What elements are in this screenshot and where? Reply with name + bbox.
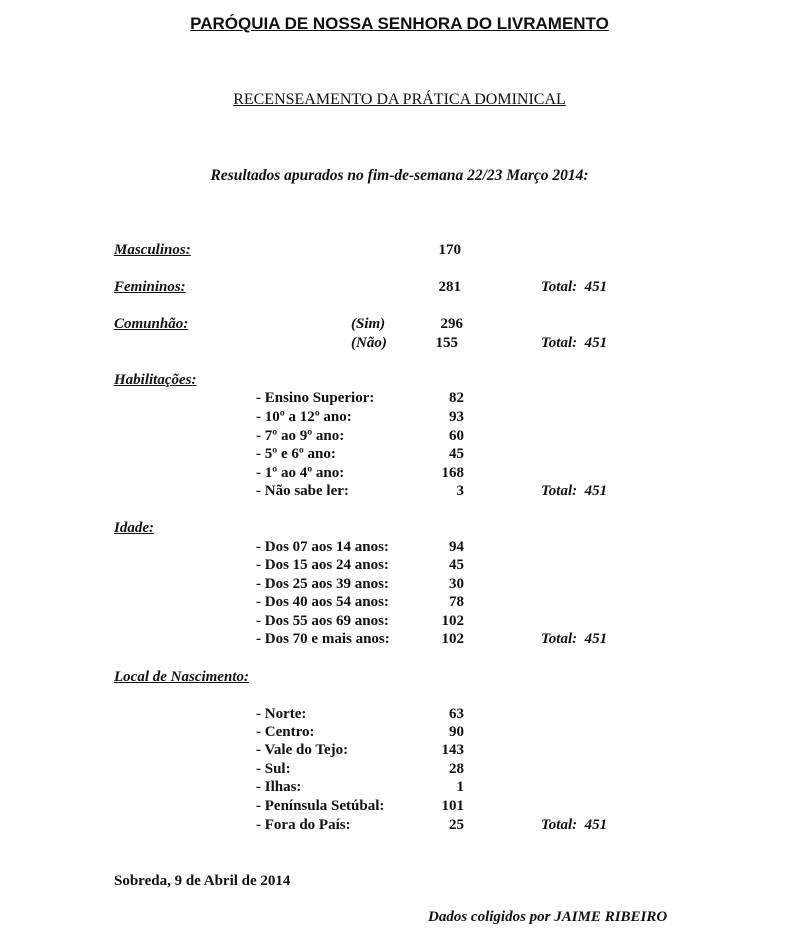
list-item-value: 45 [449,557,464,573]
list-item-label: - Norte: [256,706,307,722]
parish-title-text: PARÓQUIA DE NOSSA SENHORA DO LIVRAMENTO [190,14,609,33]
total-label: Total: [541,279,578,295]
list-item-label: - Dos 55 aos 69 anos: [256,613,389,629]
list-item-value: 143 [441,742,464,758]
total-habilitacoes [541,483,607,500]
list-item-label: - Dos 25 aos 39 anos: [256,576,389,592]
list-item-label: - 5º e 6º ano: [256,446,336,462]
document-title [0,91,799,109]
list-item-value: 3 [456,483,464,499]
label-comunhao-nao: (Não) [351,335,387,351]
label-comunhao-sim: (Sim) [351,316,386,332]
parish-title [0,14,799,34]
results-subtitle: Resultados apurados no fim-de-semana 22/23 Março 2014: [210,167,589,184]
list-item-label: - Dos 40 aos 54 anos: [256,594,389,610]
total-label: Total: [541,335,578,351]
list-item-value: 90 [449,724,464,740]
label-femininos: Femininos: [114,279,186,295]
value-comunhao-nao: 155 [435,335,458,351]
list-item-label: - Fora do País: [256,817,351,833]
list-item-value: 60 [449,428,464,444]
total-sexo [541,279,607,296]
list-item-value: 25 [449,817,464,833]
list-item-label: - 7º ao 9º ano: [256,428,345,444]
list-item-label: - 1º ao 4º ano: [256,465,345,481]
total-label: Total: [541,817,578,833]
total-value: 451 [584,279,608,295]
list-item-value: 63 [449,706,464,722]
value-femininos: 281 [438,279,461,295]
document-title-text: RECENSEAMENTO DA PRÁTICA DOMINICAL [233,91,566,108]
place-date: Sobreda, 9 de Abril de 2014 [114,873,291,889]
list-item-label: - Península Setúbal: [256,798,385,814]
label-comunhao: Comunhão: [114,316,189,332]
list-item-value: 82 [449,390,464,406]
label-idade: Idade: [114,520,154,536]
list-item-value: 168 [441,465,464,481]
list-item-value: 102 [441,613,464,629]
value-masculinos: 170 [438,242,461,258]
list-item-label: - Centro: [256,724,315,740]
list-item-value: 30 [449,576,464,592]
list-item-label: - Dos 70 e mais anos: [256,631,390,647]
value-comunhao-sim: 296 [440,316,463,332]
list-item-label: - Ensino Superior: [256,390,375,406]
list-item-label: - Vale do Tejo: [256,742,349,758]
total-value: 451 [584,335,608,351]
list-item-label: - Dos 07 aos 14 anos: [256,539,389,555]
label-nascimento: Local de Nascimento: [114,669,249,685]
list-item-value: 101 [441,798,464,814]
list-item-value: 1 [456,779,464,795]
total-value: 451 [584,817,608,833]
list-item-label: - Sul: [256,761,291,777]
list-item-label: - Ilhas: [256,779,302,795]
total-idade [541,631,607,648]
list-item-label: - Dos 15 aos 24 anos: [256,557,389,573]
list-item-value: 102 [441,631,464,647]
credit-line: Dados coligidos por JAIME RIBEIRO [428,909,668,925]
total-label: Total: [541,483,578,499]
label-habilitacoes: Habilitações: [114,372,197,388]
list-item-value: 28 [449,761,464,777]
total-value: 451 [584,483,608,499]
label-masculinos: Masculinos: [114,242,191,258]
list-item-value: 78 [449,594,464,610]
list-item-label: - Não sabe ler: [256,483,349,499]
total-comunhao [541,335,607,352]
list-item-value: 93 [449,409,464,425]
total-label: Total: [541,631,578,647]
list-item-value: 45 [449,446,464,462]
list-item-value: 94 [449,539,464,555]
list-item-label: - 10º a 12º ano: [256,409,352,425]
total-nascimento [541,817,607,834]
total-value: 451 [584,631,608,647]
